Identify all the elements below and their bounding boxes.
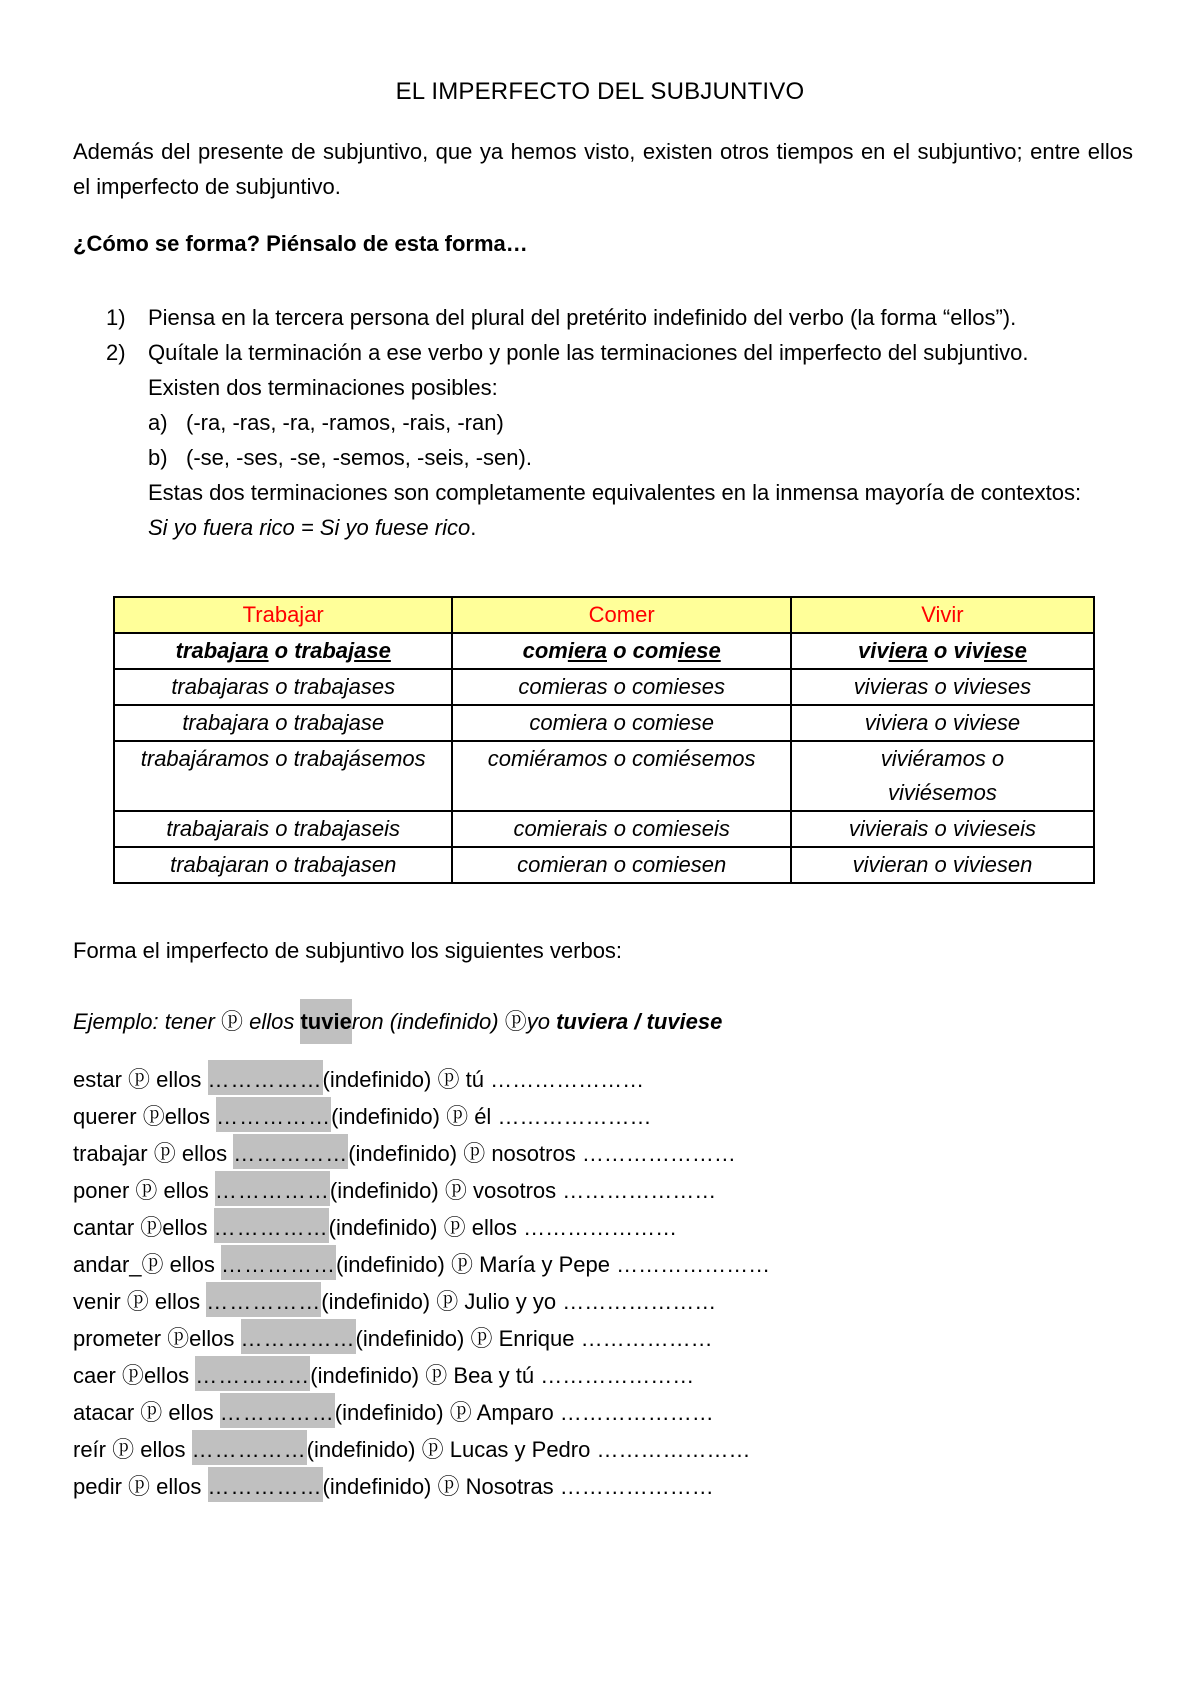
exercise-row — [73, 1282, 770, 1319]
verb-label: estar — [73, 1067, 129, 1092]
answer-blank[interactable]: ………………… — [559, 1400, 714, 1425]
indefinido-label: (indefinido) — [355, 1326, 465, 1351]
indefinido-label: (indefinido) — [348, 1141, 458, 1166]
table-cell: vivierais o vivieseis — [791, 811, 1094, 847]
option-text: (-se, -ses, -se, -semos, -seis, -sen). — [186, 445, 532, 470]
step-1 — [106, 300, 1106, 335]
exercise-list — [73, 1060, 770, 1504]
person-label: él — [468, 1104, 498, 1129]
arrow-icon: ⓟ — [112, 1437, 135, 1462]
answer-blank[interactable]: ………………… — [523, 1215, 678, 1240]
indefinido-label: (indefinido) — [306, 1437, 416, 1462]
answer-blank[interactable]: ………………… — [596, 1437, 751, 1462]
preterite-blank[interactable]: …………… — [241, 1319, 356, 1354]
table-header-row — [114, 597, 1094, 633]
table-cell: trabajaran o trabajasen — [114, 847, 452, 883]
person-label: María y Pepe — [473, 1252, 617, 1277]
arrow-icon: ⓟ — [463, 1141, 486, 1166]
indefinido-label: (indefinido) — [328, 1215, 438, 1240]
preterite-blank[interactable]: …………… — [195, 1356, 310, 1391]
person-label: ellos — [465, 1215, 524, 1240]
indefinido-label: (indefinido) — [321, 1289, 431, 1314]
arrow-icon: ⓟ — [142, 1104, 165, 1129]
table-row — [114, 669, 1094, 705]
arrow-icon: ⓟ — [167, 1326, 190, 1351]
task-instruction: Forma el imperfecto de subjuntivo los siguientes verbos: — [73, 938, 623, 963]
preterite-blank[interactable]: …………… — [215, 1171, 330, 1206]
ellos-label: ellos — [163, 1252, 222, 1277]
indefinido-label: (indefinido) — [310, 1363, 420, 1388]
arrow-icon: ⓟ — [437, 1474, 460, 1499]
person-label: vosotros — [466, 1178, 563, 1203]
answer-blank[interactable]: ………………… — [616, 1252, 771, 1277]
table-cell: trabajáramos o trabajásemos — [114, 741, 452, 811]
question-heading: ¿Cómo se forma? Piénsalo de esta forma… — [73, 231, 528, 256]
page-title: EL IMPERFECTO DEL SUBJUNTIVO — [395, 78, 805, 105]
arrow-icon: ⓟ — [443, 1215, 466, 1240]
person-label: nosotros — [485, 1141, 582, 1166]
example-line: Ejemplo: tener ⓟ ellos tuvieron (indefinido) ⓟyo tuviera / tuviese — [73, 1005, 722, 1036]
indefinido-label: (indefinido) — [334, 1400, 444, 1425]
indefinido-label: (indefinido) — [322, 1474, 432, 1499]
answer-blank[interactable]: ………………… — [540, 1363, 695, 1388]
answer-blank[interactable]: ………………… — [562, 1289, 717, 1314]
arrow-icon: ⓟ — [140, 1215, 163, 1240]
indefinido-label: (indefinido) — [336, 1252, 445, 1277]
person-label: Amparo — [471, 1400, 560, 1425]
table-cell: viviera o viviese — [791, 633, 1094, 669]
verb-label: trabajar — [73, 1141, 154, 1166]
exercise-row — [73, 1319, 770, 1356]
arrow-icon: ⓟ — [141, 1252, 164, 1277]
highlighted-stem: tuvie — [300, 999, 351, 1044]
table-cell: comiéramos o comiésemos — [452, 741, 790, 811]
preterite-blank[interactable]: …………… — [214, 1208, 329, 1243]
arrow-icon: ⓟ — [470, 1326, 493, 1351]
step-2 — [106, 335, 1106, 545]
header-comer: Comer — [452, 597, 790, 633]
person-label: Julio y yo — [458, 1289, 563, 1314]
preterite-blank[interactable]: …………… — [208, 1060, 323, 1095]
table-row — [114, 741, 1094, 811]
header-vivir: Vivir — [791, 597, 1094, 633]
option-letter: a) — [148, 410, 168, 435]
table-row — [114, 633, 1094, 669]
option-a — [148, 405, 1106, 440]
indefinido-label: (indefinido) — [322, 1067, 432, 1092]
arrow-icon: ⓟ — [220, 1009, 243, 1034]
arrow-icon: ⓟ — [121, 1363, 144, 1388]
person-label: Nosotras — [459, 1474, 560, 1499]
arrow-icon: ⓟ — [135, 1178, 158, 1203]
exercise-row — [73, 1430, 770, 1467]
step-text: Piensa en la tercera persona del plural del pretérito indefinido del verbo (la forma “ellos”). — [148, 305, 1017, 330]
arrow-icon: ⓟ — [128, 1067, 151, 1092]
arrow-icon: ⓟ — [128, 1474, 151, 1499]
example-answer: tuviera / tuviese — [556, 1009, 723, 1034]
ellos-label: ellos — [175, 1141, 234, 1166]
exercise-row — [73, 1171, 770, 1208]
answer-blank[interactable]: ………………… — [559, 1474, 714, 1499]
arrow-icon: ⓟ — [425, 1363, 448, 1388]
answer-blank[interactable]: ………………… — [581, 1141, 736, 1166]
preterite-blank[interactable]: …………… — [220, 1393, 335, 1428]
ellos-label: ellos — [134, 1437, 192, 1462]
answer-blank[interactable]: ………………… — [490, 1067, 645, 1092]
arrow-icon: ⓟ — [450, 1252, 473, 1277]
verb-label: pedir — [73, 1474, 129, 1499]
option-b — [148, 440, 1106, 475]
verb-label: poner — [73, 1178, 136, 1203]
arrow-icon: ⓟ — [140, 1400, 163, 1425]
exercise-row — [73, 1393, 770, 1430]
person-label: tú — [459, 1067, 491, 1092]
preterite-blank[interactable]: …………… — [233, 1134, 348, 1169]
table-cell: trabajara o trabajase — [114, 633, 452, 669]
step-text: Quítale la terminación a ese verbo y ponle las terminaciones del imperfecto del subjuntivo. Existen dos terminaciones posibles: — [148, 340, 1029, 400]
indefinido-label: (indefinido) — [329, 1178, 439, 1203]
arrow-icon: ⓟ — [436, 1289, 459, 1314]
table-row — [114, 705, 1094, 741]
preterite-blank[interactable]: …………… — [192, 1430, 307, 1465]
answer-blank[interactable]: ………………… — [562, 1178, 717, 1203]
preterite-blank[interactable]: …………… — [221, 1245, 336, 1280]
step-number: 2) — [106, 340, 126, 365]
conjugation-table — [113, 596, 1095, 884]
ellos-label: ellos — [157, 1178, 215, 1203]
table-cell: trabajara o trabajase — [114, 705, 452, 741]
verb-label: reír — [73, 1437, 113, 1462]
preterite-blank[interactable]: …………… — [208, 1467, 323, 1502]
equivalence-note: Estas dos terminaciones son completamente equivalentes en la inmensa mayoría de contextos: Si yo fuera rico = Si yo fuese rico. — [148, 480, 1082, 540]
table-cell: viviera o viviese — [791, 705, 1094, 741]
verb-label: prometer — [73, 1326, 168, 1351]
arrow-icon: ⓟ — [437, 1067, 460, 1092]
ellos-label: ellos — [150, 1067, 208, 1092]
person-label: Lucas y Pedro — [443, 1437, 597, 1462]
table-cell: comieran o comiesen — [452, 847, 790, 883]
verb-label: querer — [73, 1104, 143, 1129]
exercise-row — [73, 1467, 770, 1504]
table-cell: vivieran o viviesen — [791, 847, 1094, 883]
table-cell: viviéramos o viviésemos — [791, 741, 1094, 811]
arrow-icon: ⓟ — [153, 1141, 176, 1166]
ellos-label: ellos — [189, 1326, 241, 1351]
verb-label: atacar — [73, 1400, 141, 1425]
table-cell: trabajaras o trabajases — [114, 669, 452, 705]
ellos-label: ellos — [162, 1400, 220, 1425]
table-cell: comierais o comieseis — [452, 811, 790, 847]
option-text: (-ra, -ras, -ra, -ramos, -rais, -ran) — [186, 410, 504, 435]
step-number: 1) — [106, 305, 126, 330]
person-label: Enrique — [492, 1326, 581, 1351]
steps-list — [106, 300, 1106, 545]
ellos-label: ellos — [164, 1104, 217, 1129]
option-letter: b) — [148, 445, 168, 470]
exercise-row — [73, 1097, 770, 1134]
ellos-label: ellos — [162, 1215, 214, 1240]
arrow-icon: ⓟ — [421, 1437, 444, 1462]
answer-blank[interactable]: ………………… — [497, 1104, 652, 1129]
table-cell: comiera o comiese — [452, 705, 790, 741]
ellos-label: ellos — [148, 1289, 207, 1314]
arrow-icon: ⓟ — [449, 1400, 472, 1425]
verb-label: andar_ — [73, 1252, 142, 1277]
exercise-row — [73, 1356, 770, 1393]
person-label: Bea y tú — [447, 1363, 541, 1388]
table-cell: comieras o comieses — [452, 669, 790, 705]
arrow-icon: ⓟ — [126, 1289, 149, 1314]
preterite-blank[interactable]: …………… — [206, 1282, 321, 1317]
arrow-icon: ⓟ — [504, 1009, 527, 1034]
note-example: Si yo fuera rico = Si yo fuese rico — [148, 515, 471, 540]
exercise-row — [73, 1060, 770, 1097]
preterite-blank[interactable]: …………… — [216, 1097, 331, 1132]
table-cell: trabajarais o trabajaseis — [114, 811, 452, 847]
arrow-icon: ⓟ — [444, 1178, 467, 1203]
intro-paragraph: Además del presente de subjuntivo, que ya hemos visto, existen otros tiempos en el subjuntivo; entre ellos el imperfecto de subjuntivo. — [73, 139, 1133, 199]
exercise-row — [73, 1208, 770, 1245]
table-row — [114, 811, 1094, 847]
table-row — [114, 847, 1094, 883]
ellos-label: ellos — [150, 1474, 208, 1499]
exercise-row — [73, 1245, 770, 1282]
verb-label: venir — [73, 1289, 127, 1314]
exercise-row — [73, 1134, 770, 1171]
verb-label: caer — [73, 1363, 122, 1388]
indefinido-label: (indefinido) — [331, 1104, 440, 1129]
answer-blank[interactable]: ……………… — [580, 1326, 713, 1351]
table-cell: vivieras o vivieses — [791, 669, 1094, 705]
ellos-label: ellos — [143, 1363, 196, 1388]
table-cell: comiera o comiese — [452, 633, 790, 669]
verb-label: cantar — [73, 1215, 141, 1240]
header-trabajar: Trabajar — [114, 597, 452, 633]
arrow-icon: ⓟ — [446, 1104, 469, 1129]
